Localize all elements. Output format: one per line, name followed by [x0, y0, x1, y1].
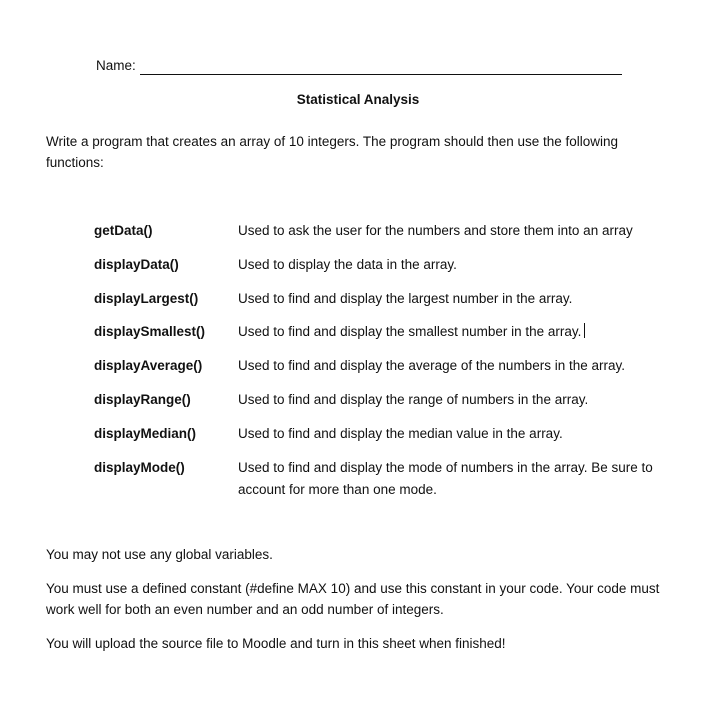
function-description: Used to find and display the average of the numbers in the array.	[238, 358, 625, 374]
intro-paragraph: Write a program that creates an array of 10 integers. The program should then use the following functions:	[46, 134, 619, 170]
name-label: Name:	[96, 58, 136, 73]
function-name: displayMedian()	[94, 425, 197, 441]
function-name: displayMode()	[94, 459, 185, 475]
function-description: Used to ask the user for the numbers and store them into an array	[238, 223, 633, 238]
function-name: displayRange()	[94, 391, 191, 407]
text-cursor	[584, 323, 585, 338]
note-paragraph: You must use a defined constant (#define MAX 10) and use this constant in your code. Your code must work well for both an even number and an odd number of integers.	[46, 581, 660, 617]
function-description: Used to find and display the range of numbers in the array.	[238, 391, 589, 407]
function-description: Used to find and display the median value in the array.	[238, 425, 563, 441]
note-paragraph: You may not use any global variables.	[46, 547, 273, 562]
function-row	[94, 220, 694, 242]
function-row	[94, 457, 694, 501]
function-row	[94, 288, 694, 310]
function-description[interactable]	[238, 321, 668, 343]
function-row	[94, 389, 694, 411]
function-name: getData()	[94, 223, 153, 238]
function-description: Used to display the data in the array.	[238, 256, 457, 272]
function-description-text: Used to find and display the smallest number in the array.	[238, 324, 582, 340]
requirements-notes	[46, 545, 676, 668]
function-row	[94, 355, 694, 377]
function-list	[94, 220, 694, 512]
function-name: displayData()	[94, 256, 179, 272]
function-description: Used to find and display the mode of numbers in the array. Be sure to account for more than one mode.	[238, 459, 653, 497]
function-description: Used to find and display the largest number in the array.	[238, 290, 573, 306]
function-name: displayLargest()	[94, 290, 199, 306]
function-row	[94, 423, 694, 445]
function-name: displaySmallest()	[94, 324, 206, 340]
name-blank-line	[140, 60, 622, 75]
document-title: Statistical Analysis	[296, 92, 420, 107]
note-paragraph: You will upload the source file to Moodle and turn in this sheet when finished!	[46, 635, 506, 651]
function-row	[94, 321, 694, 343]
name-field-line	[96, 57, 622, 75]
function-name: displayAverage()	[94, 358, 203, 374]
function-row	[94, 254, 694, 276]
